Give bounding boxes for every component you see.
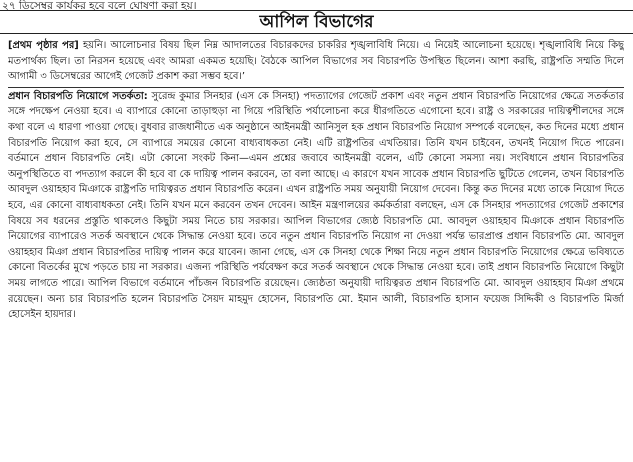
paragraph-text: হয়নি। আলোচনার বিষয় ছিল নিম্ন আদালতের বিচারকদের চাকরির শৃঙ্খলাবিধি নিয়ে। এ নিয়েই আলোচনা হয়েছে। শৃঙ্খলাবিধি নিয়ে কিছু মতপার্থক্য ছিল। তা নিরসন হয়েছে এবং আমরা একমত হয়েছি। বৈঠকে আপিল বিভাগের সব বিচারপতি উপস্থিত ছিলেন। আশা করছি, রাষ্ট্রপতি সম্মতি দিলে আগামী ৩ ডিসেম্বরের আগেই গেজেট প্রকাশ করা সম্ভব হবে।’	[8, 40, 624, 83]
article-body	[8, 38, 624, 458]
subheading: প্রধান বিচারপতি নিয়োগে সতর্কতা:	[8, 90, 148, 102]
paragraph-continuation	[8, 38, 624, 85]
previous-article-fragment: ২৭ ডিসেম্বর কার্যকর হবে বলে ঘোষণা করা হয়।	[2, 0, 197, 10]
continuation-marker: [প্রথম পৃষ্ঠার পর]	[8, 40, 79, 51]
headline-bar	[0, 10, 633, 34]
paragraph-text: সুরেন্দ্র কুমার সিনহার (এস কে সিনহা) পদত্যাগের গেজেট প্রকাশ এবং নতুন প্রধান বিচারপতি নিয়োগের ক্ষেত্রে সতর্কতার সঙ্গে পদক্ষেপ নেওয়া হবে। এ ব্যাপারে কোনো তাড়াহুড়া না গিয়ে পরিস্থিতি পর্যালোচনা করে ধীরগতিতে এগোনো হবে। রাষ্ট্র ও সরকারের দায়িত্বশীলদের সঙ্গে কথা বলে এ ধারণা পাওয়া গেছে। বুধবার রাজধানীতে এক অনুষ্ঠানে আইনমন্ত্রী আনিসুল হক প্রধান বিচারপতি নিয়োগ সম্পর্কে বলেছেন, কত দিনের মধ্যে প্রধান বিচারপতি নিয়োগ করা হবে, সে ব্যাপারে সময়ের কোনো বাধ্যবাধকতা নেই। এটি রাষ্ট্রপতির এখতিয়ার। তিনি যখন চাইবেন, তখনই নিয়োগ দিতে পারেন। বর্তমানে প্রধান বিচারপতি নেই। এটা কোনো সংকট কিনা—এমন প্রশ্নের জবাবে আইনমন্ত্রী বলেন, এটি কোনো সমস্যা নয়। সংবিধানে প্রধান বিচারপতির অনুপস্থিতিতে বা পদত্যাগ করলে কী হবে বা কে দায়িত্ব পালন করবেন, তা বলা আছে। এ কারণে যখন সাবেক প্রধান বিচারপতি ছুটিতে গেলেন, তখন বিচারপতি আবদুল ওয়াহহাব মিঞাকে রাষ্ট্রপতি দায়িত্বরত প্রধান বিচারপতি করেন। এখন রাষ্ট্রপতি সময় অনুযায়ী নিয়োগ দেবেন। কিন্তু কত দিনের মধ্যে তাকে নিয়োগ দিতে হবে, এর কোনো বাধ্যবাধকতা নেই। তিনি যখন মনে করবেন তখন দেবেন। আইন মন্ত্রণালয়ের কর্মকর্তারা বলছেন, এস কে সিনহার পদত্যাগের গেজেট প্রকাশের বিষয়ে সব ধরনের প্রস্তুতি থাকলেও কিছুটা সময় নিতে চায় সরকার। আপিল বিভাগের জ্যেষ্ঠ বিচারপতি মো. আবদুল ওয়াহহাব মিঞাকে প্রধান বিচারপতি নিয়োগের ব্যাপারেও সতর্ক অবস্থানে থেকে সিদ্ধান্ত নেওয়া হবে। তবে নতুন প্রধান বিচারপতি নিয়োগ না দেওয়া পর্যন্ত ভারপ্রাপ্ত প্রধান বিচারপতি মো. আবদুল ওয়াহহাব মিঞা প্রধান বিচারপতির দায়িত্ব পালন করে যাবেন। জানা গেছে, এস কে সিনহা থেকে শিক্ষা নিয়ে নতুন প্রধান বিচারপতি নিয়োগের ক্ষেত্রে ভবিষ্যতে কোনো বিতর্কের মুখে পড়তে চায় না সরকার। এজন্য পরিস্থিতি পর্যবেক্ষণ করে সতর্ক অবস্থানে থেকে সিদ্ধান্ত নেওয়া হবে। তাই প্রধান বিচারপতি নিয়োগে কিছুটা সময় লাগতে পারে। আপিল বিভাগে বর্তমানে পাঁচজন বিচারপতি রয়েছেন। জ্যেষ্ঠতা অনুযায়ী দায়িত্বরত প্রধান বিচারপতি মো. আবদুল ওয়াহহাব মিঞা প্রথমে রয়েছেন। অন্য চার বিচারপতি হলেন বিচারপতি সৈয়দ মাহমুদ হোসেন, বিচারপতি মো. ইমান আলী, বিচারপতি হাসান ফয়েজ সিদ্দিকী ও বিচারপতি মির্জা হোসেইন হায়দার।	[8, 90, 624, 321]
section-divider	[8, 87, 624, 88]
paragraph-chief-justice	[8, 89, 624, 323]
headline: আপিল বিভাগের	[259, 12, 374, 32]
